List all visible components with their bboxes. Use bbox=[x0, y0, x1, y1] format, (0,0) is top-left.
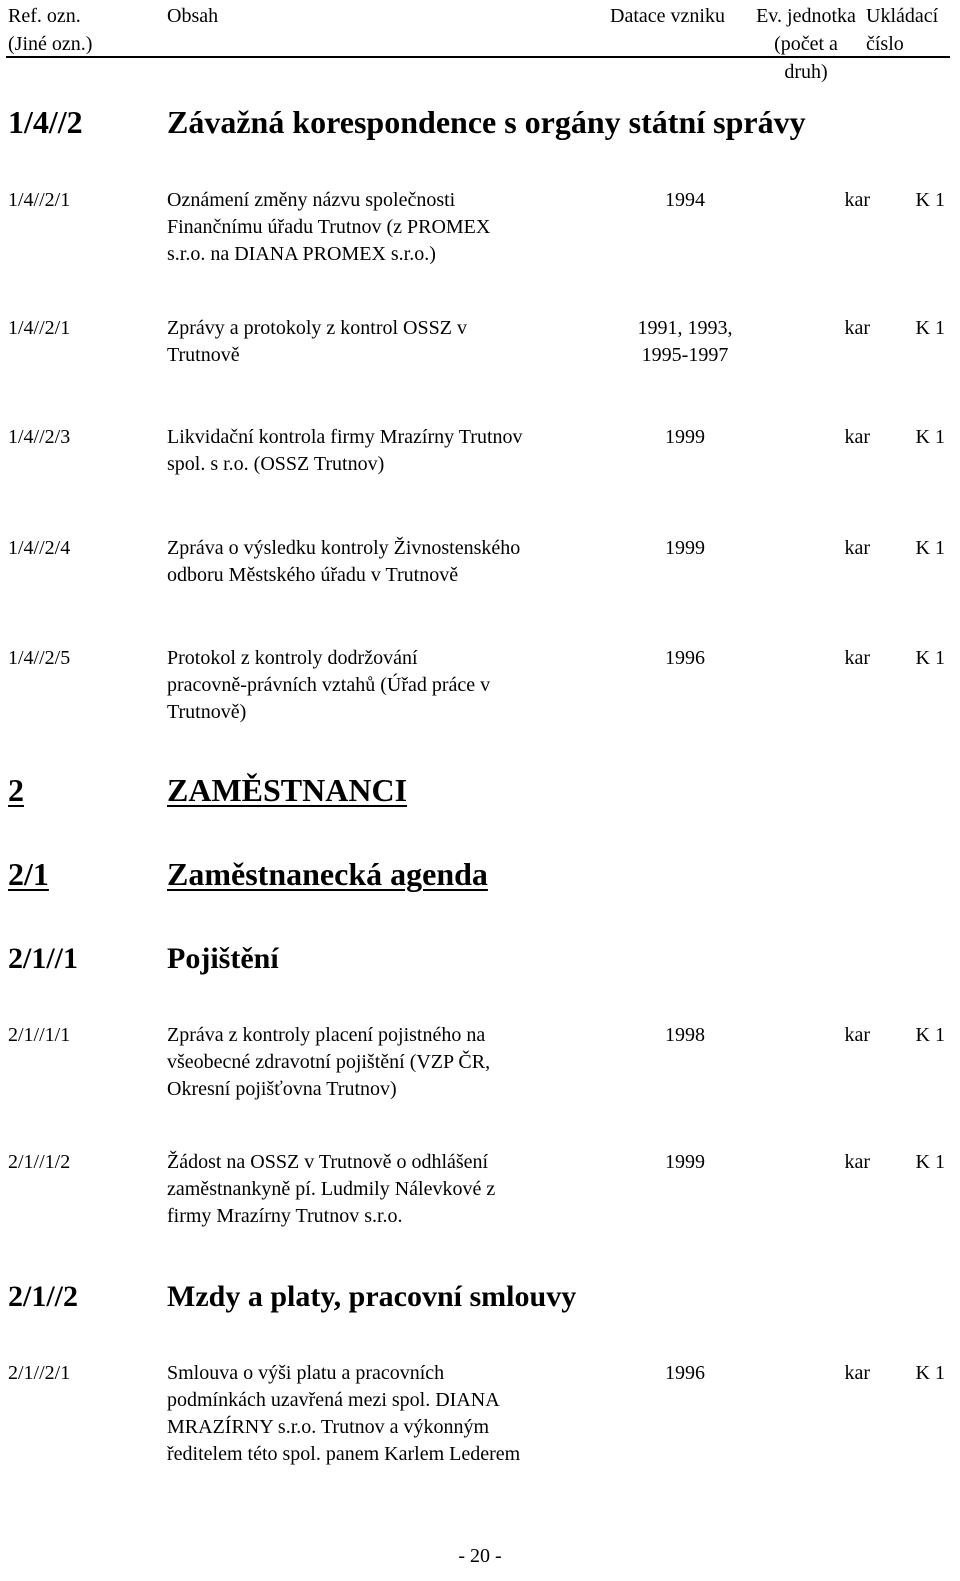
page-number: - 20 - bbox=[458, 1545, 502, 1567]
item-content: Zprávy a protokoly z kontrol OSSZ v Trutnově bbox=[167, 317, 467, 366]
item-unit: kar bbox=[844, 647, 870, 669]
item-storage: K 1 bbox=[915, 189, 945, 211]
item-date: 1999 bbox=[665, 537, 705, 559]
section-title: Mzdy a platy, pracovní smlouvy bbox=[167, 1280, 577, 1313]
item-content: Žádost na OSSZ v Trutnově o odhlášení zaměstnankyně pí. Ludmily Nálevkové z firmy Mrazírny Trutnov s.r.o. bbox=[167, 1151, 496, 1227]
item-unit: kar bbox=[844, 1024, 870, 1046]
item-ref: 1/4//2/5 bbox=[8, 647, 71, 669]
item-unit: kar bbox=[844, 426, 870, 448]
item-content: Zpráva z kontroly placení pojistného na všeobecné zdravotní pojištění (VZP ČR, Okresní pojišťovna Trutnov) bbox=[167, 1024, 491, 1100]
item-ref: 1/4//2/3 bbox=[8, 426, 71, 448]
item-date: 1991, 1993, 1995-1997 bbox=[637, 317, 733, 366]
item-content: Protokol z kontroly dodržování pracovně-právních vztahů (Úřad práce v Trutnově) bbox=[167, 647, 491, 723]
item-storage: K 1 bbox=[915, 647, 945, 669]
item-ref: 1/4//2/1 bbox=[8, 189, 71, 211]
header-ref-label: Ref. ozn. (Jiné ozn.) bbox=[8, 5, 93, 55]
section-title: ZAMĚSTNANCI bbox=[167, 772, 408, 808]
item-content: Zpráva o výsledku kontroly Živnostenského odboru Městského úřadu v Trutnově bbox=[167, 537, 521, 586]
item-content: Smlouva o výši platu a pracovních podmínkách uzavřená mezi spol. DIANA MRAZÍRNY s.r.o. Trutnov a výkonným ředitelem této spol. panem Karlem Lederem bbox=[167, 1362, 521, 1465]
item-unit: kar bbox=[844, 537, 870, 559]
header-storage-label: Ukládací číslo bbox=[866, 5, 939, 55]
item-content: Likvidační kontrola firmy Mrazírny Trutnov spol. s r.o. (OSSZ Trutnov) bbox=[167, 426, 523, 475]
item-unit: kar bbox=[844, 1151, 870, 1173]
section-ref: 2/1//1 bbox=[8, 942, 79, 975]
item-date: 1998 bbox=[665, 1024, 705, 1046]
item-ref: 2/1//1/2 bbox=[8, 1151, 71, 1173]
item-date: 1996 bbox=[665, 1362, 705, 1384]
section-title: Zaměstnanecká agenda bbox=[167, 856, 488, 892]
item-ref: 1/4//2/4 bbox=[8, 537, 71, 559]
section-ref: 1/4//2 bbox=[8, 104, 83, 140]
section-ref: 2/1//2 bbox=[8, 1280, 79, 1313]
item-ref: 2/1//2/1 bbox=[8, 1362, 71, 1384]
item-storage: K 1 bbox=[915, 317, 945, 339]
item-content: Oznámení změny názvu společnosti Finančnímu úřadu Trutnov (z PROMEX s.r.o. na DIANA PROMEX s.r.o.) bbox=[167, 189, 491, 265]
item-unit: kar bbox=[844, 1362, 870, 1384]
item-date: 1996 bbox=[665, 647, 705, 669]
item-storage: K 1 bbox=[915, 426, 945, 448]
item-unit: kar bbox=[844, 317, 870, 339]
item-ref: 2/1//1/1 bbox=[8, 1024, 71, 1046]
section-title: Pojištění bbox=[167, 942, 279, 975]
item-date: 1994 bbox=[665, 189, 705, 211]
header-content-label: Obsah bbox=[167, 5, 219, 27]
section-ref: 2/1 bbox=[8, 856, 49, 892]
section-ref: 2 bbox=[8, 772, 24, 808]
item-storage: K 1 bbox=[915, 1362, 945, 1384]
item-ref: 1/4//2/1 bbox=[8, 317, 71, 339]
header-date-label: Datace vzniku bbox=[610, 5, 725, 27]
header-unit-label: Ev. jednotka (počet a druh) bbox=[756, 5, 856, 83]
item-date: 1999 bbox=[665, 1151, 705, 1173]
item-unit: kar bbox=[844, 189, 870, 211]
item-storage: K 1 bbox=[915, 1151, 945, 1173]
item-date: 1999 bbox=[665, 426, 705, 448]
item-storage: K 1 bbox=[915, 1024, 945, 1046]
item-storage: K 1 bbox=[915, 537, 945, 559]
section-title: Závažná korespondence s orgány státní správy bbox=[167, 104, 806, 140]
header-divider bbox=[6, 56, 950, 58]
